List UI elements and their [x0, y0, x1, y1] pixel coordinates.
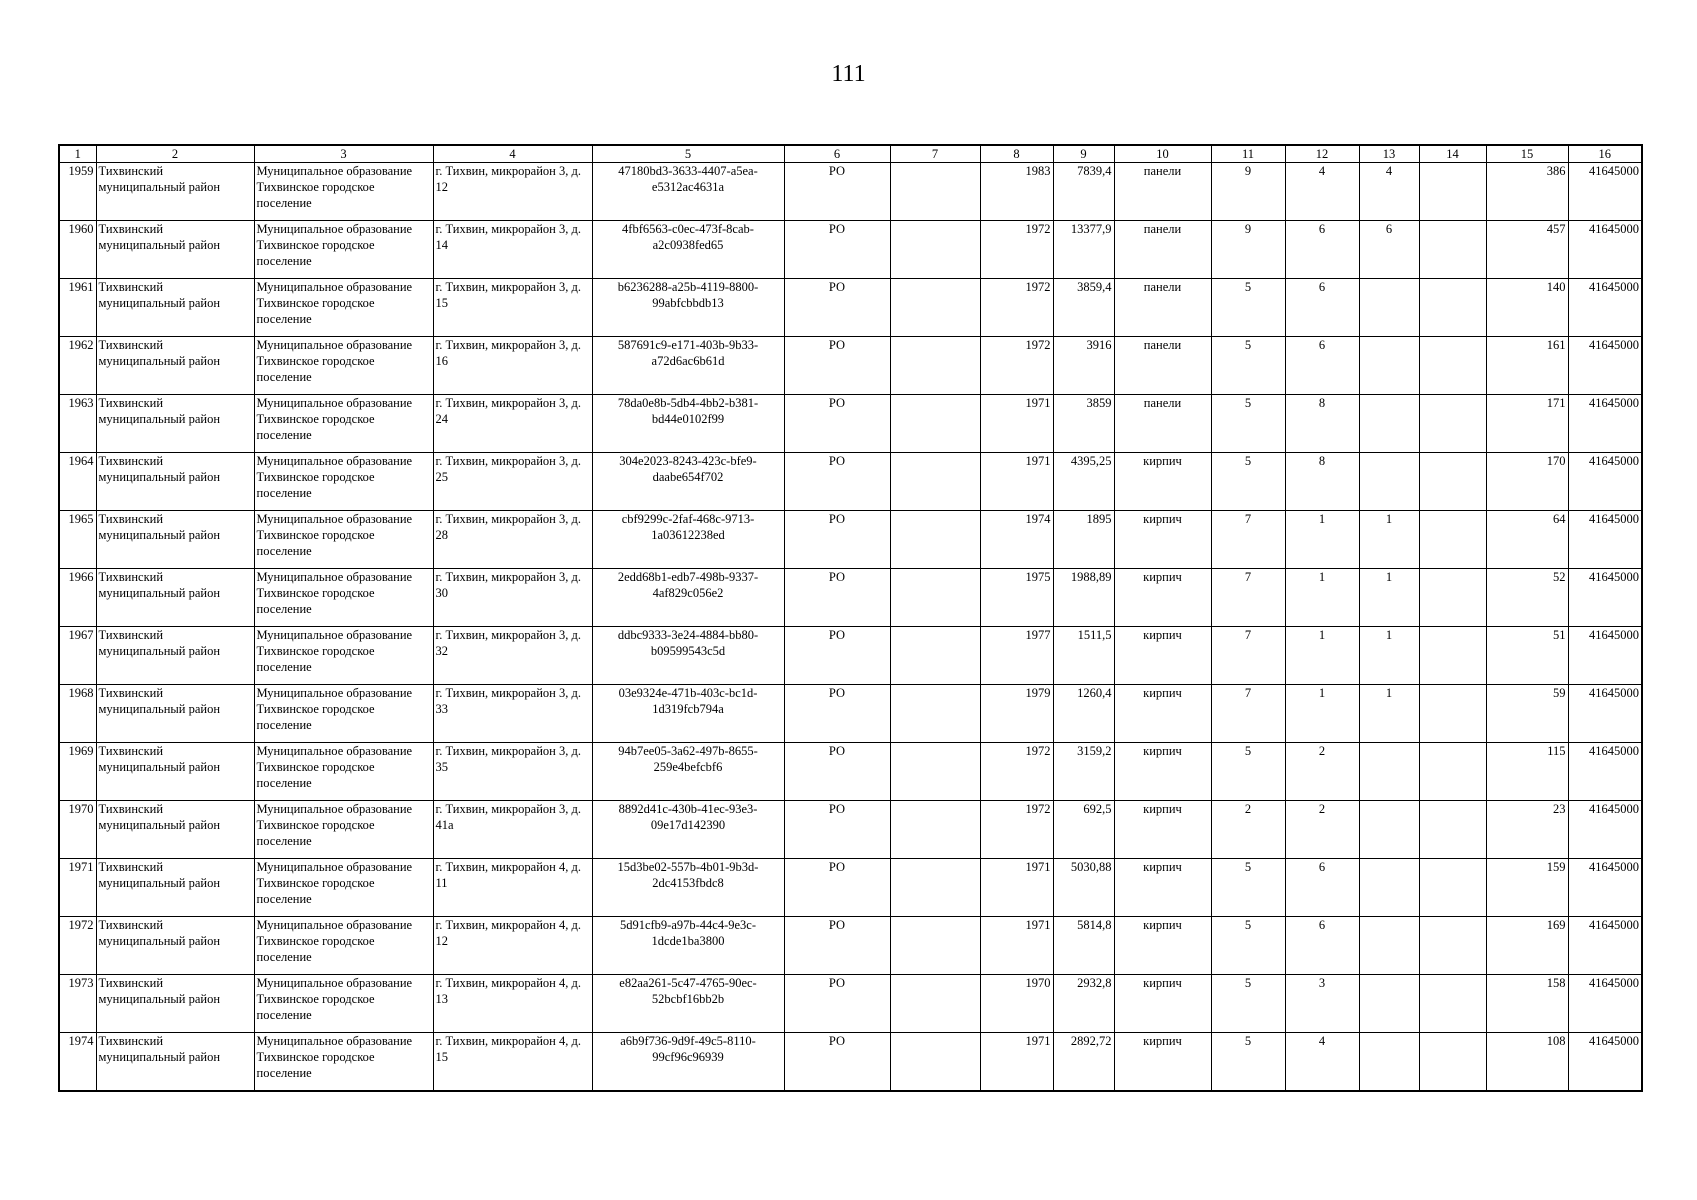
cell-col-14: [1419, 453, 1486, 511]
cell-oktmo-code: 41645000: [1568, 1033, 1642, 1091]
cell-entrances: 1: [1285, 511, 1359, 569]
cell-col-14: [1419, 279, 1486, 337]
cell-col-7: [890, 917, 980, 975]
housing-registry-table: [58, 144, 1643, 1092]
cell-entrances: 3: [1285, 975, 1359, 1033]
cell-management-type: РО: [784, 743, 890, 801]
cell-wall-material: кирпич: [1114, 685, 1211, 743]
cell-management-type: РО: [784, 511, 890, 569]
cell-col-7: [890, 279, 980, 337]
cell-year-built: 1972: [980, 337, 1053, 395]
cell-year-built: 1970: [980, 975, 1053, 1033]
cell-wall-material: кирпич: [1114, 511, 1211, 569]
cell-residents: 52: [1486, 569, 1568, 627]
cell-address: г. Тихвин, микрорайон 4, д. 11: [433, 859, 592, 917]
cell-row-number: 1967: [59, 627, 96, 685]
cell-wall-material: кирпич: [1114, 569, 1211, 627]
cell-total-area: 3859: [1053, 395, 1114, 453]
cell-district: Тихвинский муниципальный район: [96, 975, 254, 1033]
cell-total-area: 692,5: [1053, 801, 1114, 859]
cell-floors: 5: [1211, 395, 1285, 453]
cell-municipality: Муниципальное образование Тихвинское городское поселение: [254, 221, 433, 279]
cell-district: Тихвинский муниципальный район: [96, 627, 254, 685]
cell-elevators: 1: [1359, 511, 1419, 569]
cell-wall-material: кирпич: [1114, 743, 1211, 801]
cell-row-number: 1974: [59, 1033, 96, 1091]
cell-col-14: [1419, 743, 1486, 801]
cell-municipality: Муниципальное образование Тихвинское городское поселение: [254, 279, 433, 337]
cell-elevators: 1: [1359, 685, 1419, 743]
cell-col-14: [1419, 163, 1486, 221]
cell-oktmo-code: 41645000: [1568, 627, 1642, 685]
column-number-header-row: [59, 145, 1642, 163]
cell-residents: 159: [1486, 859, 1568, 917]
cell-col-7: [890, 395, 980, 453]
cell-wall-material: панели: [1114, 221, 1211, 279]
cell-col-7: [890, 163, 980, 221]
cell-year-built: 1974: [980, 511, 1053, 569]
cell-total-area: 3859,4: [1053, 279, 1114, 337]
table-row: [59, 163, 1642, 221]
cell-col-7: [890, 337, 980, 395]
cell-municipality: Муниципальное образование Тихвинское городское поселение: [254, 859, 433, 917]
cell-municipality: Муниципальное образование Тихвинское городское поселение: [254, 337, 433, 395]
cell-management-type: РО: [784, 917, 890, 975]
cell-management-type: РО: [784, 453, 890, 511]
cell-oktmo-code: 41645000: [1568, 917, 1642, 975]
cell-management-type: РО: [784, 395, 890, 453]
cell-address: г. Тихвин, микрорайон 3, д. 24: [433, 395, 592, 453]
cell-elevators: [1359, 279, 1419, 337]
cell-municipality: Муниципальное образование Тихвинское городское поселение: [254, 395, 433, 453]
cell-year-built: 1971: [980, 1033, 1053, 1091]
cell-row-number: 1963: [59, 395, 96, 453]
table-row: [59, 569, 1642, 627]
column-header-11: 11: [1211, 145, 1285, 163]
cell-management-type: РО: [784, 1033, 890, 1091]
cell-entrances: 6: [1285, 337, 1359, 395]
cell-col-14: [1419, 801, 1486, 859]
cell-oktmo-code: 41645000: [1568, 859, 1642, 917]
column-header-7: 7: [890, 145, 980, 163]
cell-row-number: 1973: [59, 975, 96, 1033]
cell-total-area: 3916: [1053, 337, 1114, 395]
cell-residents: 170: [1486, 453, 1568, 511]
cell-house-guid: b6236288-a25b-4119-8800-99abfcbbdb13: [592, 279, 784, 337]
cell-wall-material: панели: [1114, 395, 1211, 453]
cell-year-built: 1983: [980, 163, 1053, 221]
cell-floors: 2: [1211, 801, 1285, 859]
cell-house-guid: 78da0e8b-5db4-4bb2-b381-bd44e0102f99: [592, 395, 784, 453]
cell-floors: 9: [1211, 163, 1285, 221]
cell-entrances: 2: [1285, 743, 1359, 801]
cell-elevators: [1359, 917, 1419, 975]
cell-municipality: Муниципальное образование Тихвинское городское поселение: [254, 569, 433, 627]
cell-elevators: [1359, 801, 1419, 859]
cell-floors: 5: [1211, 743, 1285, 801]
cell-address: г. Тихвин, микрорайон 4, д. 12: [433, 917, 592, 975]
cell-management-type: РО: [784, 221, 890, 279]
cell-elevators: 1: [1359, 569, 1419, 627]
cell-row-number: 1970: [59, 801, 96, 859]
table-row: [59, 1033, 1642, 1091]
cell-management-type: РО: [784, 975, 890, 1033]
cell-address: г. Тихвин, микрорайон 3, д. 15: [433, 279, 592, 337]
cell-col-7: [890, 1033, 980, 1091]
cell-row-number: 1960: [59, 221, 96, 279]
column-header-13: 13: [1359, 145, 1419, 163]
cell-total-area: 4395,25: [1053, 453, 1114, 511]
cell-address: г. Тихвин, микрорайон 3, д. 25: [433, 453, 592, 511]
cell-row-number: 1965: [59, 511, 96, 569]
cell-entrances: 1: [1285, 685, 1359, 743]
table-row: [59, 801, 1642, 859]
cell-residents: 59: [1486, 685, 1568, 743]
cell-municipality: Муниципальное образование Тихвинское городское поселение: [254, 1033, 433, 1091]
cell-wall-material: панели: [1114, 279, 1211, 337]
column-header-1: 1: [59, 145, 96, 163]
cell-address: г. Тихвин, микрорайон 4, д. 15: [433, 1033, 592, 1091]
cell-row-number: 1966: [59, 569, 96, 627]
cell-house-guid: ddbc9333-3e24-4884-bb80-b09599543c5d: [592, 627, 784, 685]
cell-year-built: 1972: [980, 801, 1053, 859]
cell-oktmo-code: 41645000: [1568, 221, 1642, 279]
cell-year-built: 1972: [980, 221, 1053, 279]
cell-floors: 7: [1211, 569, 1285, 627]
cell-oktmo-code: 41645000: [1568, 453, 1642, 511]
column-header-8: 8: [980, 145, 1053, 163]
cell-entrances: 6: [1285, 859, 1359, 917]
cell-col-7: [890, 627, 980, 685]
cell-col-14: [1419, 627, 1486, 685]
cell-entrances: 6: [1285, 279, 1359, 337]
cell-district: Тихвинский муниципальный район: [96, 917, 254, 975]
cell-management-type: РО: [784, 685, 890, 743]
cell-year-built: 1971: [980, 917, 1053, 975]
cell-col-7: [890, 975, 980, 1033]
cell-house-guid: 2edd68b1-edb7-498b-9337-4af829c056e2: [592, 569, 784, 627]
cell-municipality: Муниципальное образование Тихвинское городское поселение: [254, 917, 433, 975]
cell-col-7: [890, 801, 980, 859]
table-row: [59, 975, 1642, 1033]
cell-year-built: 1972: [980, 279, 1053, 337]
cell-management-type: РО: [784, 627, 890, 685]
cell-floors: 9: [1211, 221, 1285, 279]
cell-house-guid: 587691c9-e171-403b-9b33-a72d6ac6b61d: [592, 337, 784, 395]
cell-district: Тихвинский муниципальный район: [96, 743, 254, 801]
cell-total-area: 7839,4: [1053, 163, 1114, 221]
cell-district: Тихвинский муниципальный район: [96, 511, 254, 569]
cell-district: Тихвинский муниципальный район: [96, 453, 254, 511]
cell-wall-material: кирпич: [1114, 859, 1211, 917]
column-header-10: 10: [1114, 145, 1211, 163]
cell-floors: 5: [1211, 337, 1285, 395]
cell-district: Тихвинский муниципальный район: [96, 395, 254, 453]
cell-residents: 161: [1486, 337, 1568, 395]
cell-year-built: 1975: [980, 569, 1053, 627]
cell-elevators: [1359, 743, 1419, 801]
cell-total-area: 2932,8: [1053, 975, 1114, 1033]
cell-total-area: 5030,88: [1053, 859, 1114, 917]
cell-year-built: 1971: [980, 395, 1053, 453]
table-body: [59, 163, 1642, 1091]
cell-entrances: 1: [1285, 627, 1359, 685]
column-header-14: 14: [1419, 145, 1486, 163]
cell-oktmo-code: 41645000: [1568, 685, 1642, 743]
cell-col-7: [890, 221, 980, 279]
cell-year-built: 1977: [980, 627, 1053, 685]
cell-col-14: [1419, 337, 1486, 395]
cell-municipality: Муниципальное образование Тихвинское городское поселение: [254, 743, 433, 801]
cell-oktmo-code: 41645000: [1568, 743, 1642, 801]
column-header-5: 5: [592, 145, 784, 163]
column-header-12: 12: [1285, 145, 1359, 163]
cell-col-14: [1419, 1033, 1486, 1091]
cell-management-type: РО: [784, 859, 890, 917]
cell-residents: 386: [1486, 163, 1568, 221]
cell-address: г. Тихвин, микрорайон 3, д. 41а: [433, 801, 592, 859]
cell-oktmo-code: 41645000: [1568, 279, 1642, 337]
cell-residents: 171: [1486, 395, 1568, 453]
cell-floors: 5: [1211, 1033, 1285, 1091]
cell-entrances: 2: [1285, 801, 1359, 859]
cell-residents: 51: [1486, 627, 1568, 685]
cell-municipality: Муниципальное образование Тихвинское городское поселение: [254, 163, 433, 221]
cell-address: г. Тихвин, микрорайон 3, д. 30: [433, 569, 592, 627]
cell-floors: 7: [1211, 511, 1285, 569]
cell-elevators: [1359, 859, 1419, 917]
cell-address: г. Тихвин, микрорайон 3, д. 28: [433, 511, 592, 569]
table-row: [59, 743, 1642, 801]
cell-residents: 64: [1486, 511, 1568, 569]
cell-oktmo-code: 41645000: [1568, 801, 1642, 859]
cell-floors: 5: [1211, 859, 1285, 917]
table-row: [59, 917, 1642, 975]
cell-row-number: 1972: [59, 917, 96, 975]
cell-row-number: 1961: [59, 279, 96, 337]
cell-elevators: [1359, 975, 1419, 1033]
cell-house-guid: 304e2023-8243-423c-bfe9-daabe654f702: [592, 453, 784, 511]
table-row: [59, 511, 1642, 569]
cell-total-area: 1988,89: [1053, 569, 1114, 627]
cell-floors: 5: [1211, 917, 1285, 975]
cell-oktmo-code: 41645000: [1568, 337, 1642, 395]
cell-management-type: РО: [784, 569, 890, 627]
cell-year-built: 1971: [980, 859, 1053, 917]
cell-elevators: [1359, 337, 1419, 395]
cell-col-14: [1419, 917, 1486, 975]
cell-management-type: РО: [784, 337, 890, 395]
table-row: [59, 395, 1642, 453]
cell-floors: 7: [1211, 685, 1285, 743]
cell-wall-material: кирпич: [1114, 975, 1211, 1033]
cell-wall-material: кирпич: [1114, 801, 1211, 859]
cell-entrances: 1: [1285, 569, 1359, 627]
cell-oktmo-code: 41645000: [1568, 975, 1642, 1033]
cell-col-14: [1419, 511, 1486, 569]
cell-year-built: 1971: [980, 453, 1053, 511]
cell-district: Тихвинский муниципальный район: [96, 163, 254, 221]
cell-elevators: [1359, 1033, 1419, 1091]
cell-district: Тихвинский муниципальный район: [96, 221, 254, 279]
cell-house-guid: 94b7ee05-3a62-497b-8655-259e4befcbf6: [592, 743, 784, 801]
cell-col-7: [890, 743, 980, 801]
cell-district: Тихвинский муниципальный район: [96, 685, 254, 743]
cell-house-guid: 4fbf6563-c0ec-473f-8cab-a2c0938fed65: [592, 221, 784, 279]
cell-col-14: [1419, 221, 1486, 279]
cell-row-number: 1971: [59, 859, 96, 917]
cell-house-guid: 8892d41c-430b-41ec-93e3-09e17d142390: [592, 801, 784, 859]
cell-municipality: Муниципальное образование Тихвинское городское поселение: [254, 975, 433, 1033]
cell-wall-material: панели: [1114, 337, 1211, 395]
cell-col-7: [890, 859, 980, 917]
cell-col-7: [890, 685, 980, 743]
cell-col-7: [890, 511, 980, 569]
page-number: 111: [831, 61, 866, 87]
cell-address: г. Тихвин, микрорайон 3, д. 32: [433, 627, 592, 685]
cell-house-guid: 47180bd3-3633-4407-a5ea-e5312ac4631a: [592, 163, 784, 221]
table-row: [59, 337, 1642, 395]
column-header-15: 15: [1486, 145, 1568, 163]
column-header-4: 4: [433, 145, 592, 163]
cell-wall-material: кирпич: [1114, 627, 1211, 685]
cell-row-number: 1962: [59, 337, 96, 395]
cell-total-area: 1895: [1053, 511, 1114, 569]
cell-district: Тихвинский муниципальный район: [96, 1033, 254, 1091]
cell-oktmo-code: 41645000: [1568, 395, 1642, 453]
cell-house-guid: 03e9324e-471b-403c-bc1d-1d319fcb794a: [592, 685, 784, 743]
cell-entrances: 6: [1285, 917, 1359, 975]
cell-col-14: [1419, 859, 1486, 917]
cell-wall-material: кирпич: [1114, 1033, 1211, 1091]
cell-elevators: 1: [1359, 627, 1419, 685]
table-row: [59, 279, 1642, 337]
cell-entrances: 4: [1285, 1033, 1359, 1091]
cell-address: г. Тихвин, микрорайон 3, д. 16: [433, 337, 592, 395]
cell-house-guid: 5d91cfb9-a97b-44c4-9e3c-1dcde1ba3800: [592, 917, 784, 975]
cell-floors: 7: [1211, 627, 1285, 685]
cell-row-number: 1968: [59, 685, 96, 743]
cell-entrances: 8: [1285, 453, 1359, 511]
cell-entrances: 6: [1285, 221, 1359, 279]
cell-residents: 457: [1486, 221, 1568, 279]
cell-residents: 23: [1486, 801, 1568, 859]
cell-total-area: 2892,72: [1053, 1033, 1114, 1091]
table-row: [59, 859, 1642, 917]
table-row: [59, 685, 1642, 743]
table-row: [59, 627, 1642, 685]
cell-total-area: 1511,5: [1053, 627, 1114, 685]
cell-district: Тихвинский муниципальный район: [96, 569, 254, 627]
table-row: [59, 221, 1642, 279]
column-header-9: 9: [1053, 145, 1114, 163]
cell-row-number: 1964: [59, 453, 96, 511]
cell-elevators: 4: [1359, 163, 1419, 221]
cell-oktmo-code: 41645000: [1568, 511, 1642, 569]
cell-row-number: 1959: [59, 163, 96, 221]
cell-house-guid: 15d3be02-557b-4b01-9b3d-2dc4153fbdc8: [592, 859, 784, 917]
cell-municipality: Муниципальное образование Тихвинское городское поселение: [254, 685, 433, 743]
cell-total-area: 1260,4: [1053, 685, 1114, 743]
cell-oktmo-code: 41645000: [1568, 163, 1642, 221]
cell-district: Тихвинский муниципальный район: [96, 279, 254, 337]
cell-municipality: Муниципальное образование Тихвинское городское поселение: [254, 453, 433, 511]
cell-year-built: 1972: [980, 743, 1053, 801]
cell-address: г. Тихвин, микрорайон 4, д. 13: [433, 975, 592, 1033]
cell-management-type: РО: [784, 279, 890, 337]
cell-district: Тихвинский муниципальный район: [96, 859, 254, 917]
cell-house-guid: cbf9299c-2faf-468c-9713-1a03612238ed: [592, 511, 784, 569]
cell-district: Тихвинский муниципальный район: [96, 801, 254, 859]
cell-total-area: 3159,2: [1053, 743, 1114, 801]
cell-col-14: [1419, 685, 1486, 743]
cell-col-7: [890, 569, 980, 627]
cell-oktmo-code: 41645000: [1568, 569, 1642, 627]
cell-row-number: 1969: [59, 743, 96, 801]
cell-floors: 5: [1211, 453, 1285, 511]
cell-wall-material: кирпич: [1114, 453, 1211, 511]
cell-house-guid: e82aa261-5c47-4765-90ec-52bcbf16bb2b: [592, 975, 784, 1033]
cell-elevators: [1359, 395, 1419, 453]
cell-entrances: 8: [1285, 395, 1359, 453]
cell-elevators: 6: [1359, 221, 1419, 279]
cell-residents: 140: [1486, 279, 1568, 337]
cell-address: г. Тихвин, микрорайон 3, д. 14: [433, 221, 592, 279]
cell-residents: 158: [1486, 975, 1568, 1033]
cell-municipality: Муниципальное образование Тихвинское городское поселение: [254, 627, 433, 685]
cell-management-type: РО: [784, 801, 890, 859]
cell-residents: 169: [1486, 917, 1568, 975]
cell-house-guid: a6b9f736-9d9f-49c5-8110-99cf96c96939: [592, 1033, 784, 1091]
cell-col-14: [1419, 975, 1486, 1033]
cell-address: г. Тихвин, микрорайон 3, д. 12: [433, 163, 592, 221]
cell-col-7: [890, 453, 980, 511]
cell-residents: 115: [1486, 743, 1568, 801]
cell-floors: 5: [1211, 279, 1285, 337]
cell-floors: 5: [1211, 975, 1285, 1033]
cell-municipality: Муниципальное образование Тихвинское городское поселение: [254, 511, 433, 569]
cell-col-14: [1419, 395, 1486, 453]
cell-management-type: РО: [784, 163, 890, 221]
cell-year-built: 1979: [980, 685, 1053, 743]
cell-municipality: Муниципальное образование Тихвинское городское поселение: [254, 801, 433, 859]
cell-address: г. Тихвин, микрорайон 3, д. 35: [433, 743, 592, 801]
column-header-6: 6: [784, 145, 890, 163]
cell-district: Тихвинский муниципальный район: [96, 337, 254, 395]
cell-address: г. Тихвин, микрорайон 3, д. 33: [433, 685, 592, 743]
cell-col-14: [1419, 569, 1486, 627]
table-row: [59, 453, 1642, 511]
cell-total-area: 5814,8: [1053, 917, 1114, 975]
column-header-16: 16: [1568, 145, 1642, 163]
cell-wall-material: панели: [1114, 163, 1211, 221]
cell-residents: 108: [1486, 1033, 1568, 1091]
cell-entrances: 4: [1285, 163, 1359, 221]
column-header-3: 3: [254, 145, 433, 163]
cell-elevators: [1359, 453, 1419, 511]
cell-wall-material: кирпич: [1114, 917, 1211, 975]
column-header-2: 2: [96, 145, 254, 163]
cell-total-area: 13377,9: [1053, 221, 1114, 279]
